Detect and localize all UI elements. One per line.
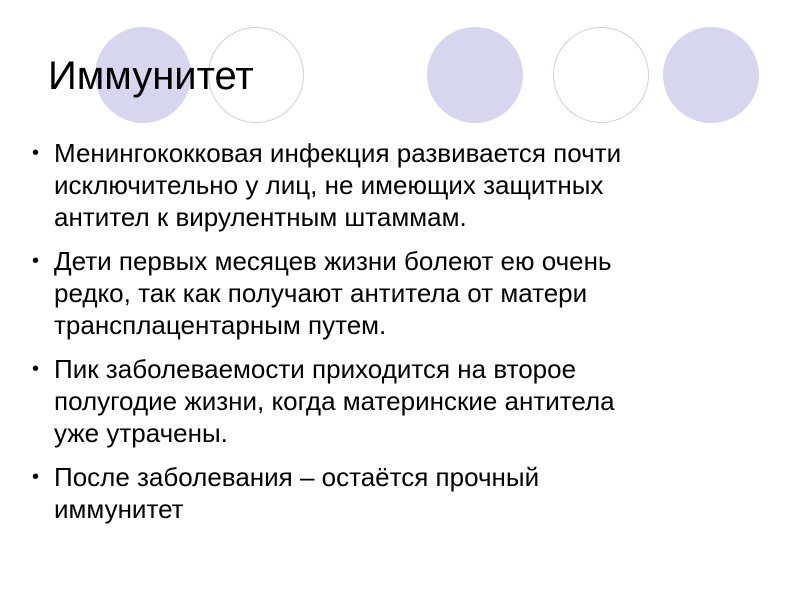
bullet-line: антител к вирулентным штаммам. — [54, 202, 467, 232]
bullet-line: исключительно у лиц, не имеющих защитных — [54, 170, 604, 200]
bullet-item — [30, 461, 735, 525]
bullet-line: Дети первых месяцев жизни болеют ею очень — [54, 246, 612, 276]
bullet-line: редко, так как получают антитела от матери — [54, 278, 588, 308]
bullet-line: уже утрачены. — [54, 418, 228, 448]
bullet-item — [30, 137, 735, 233]
bullet-dot-icon: • — [32, 250, 40, 272]
bullet-item — [30, 353, 735, 449]
bullet-dot-icon: • — [32, 358, 40, 380]
decorative-circle-outline — [553, 27, 649, 123]
bullet-list — [30, 137, 735, 537]
bullet-line: иммунитет — [54, 494, 184, 524]
bullet-line: полугодие жизни, когда материнские антитела — [54, 386, 615, 416]
bullet-line: трансплацентарным путем. — [54, 310, 387, 340]
bullet-dot-icon: • — [32, 142, 40, 164]
bullet-line: Пик заболеваемости приходится на второе — [54, 354, 577, 384]
slide-title: Иммунитет — [48, 54, 254, 98]
decorative-circle-filled — [663, 27, 759, 123]
bullet-dot-icon: • — [32, 466, 40, 488]
bullet-line: Менингококковая инфекция развивается почти — [54, 138, 622, 168]
bullet-item — [30, 245, 735, 341]
decorative-circle-filled — [427, 27, 523, 123]
bullet-line: После заболевания – остаётся прочный — [54, 462, 540, 492]
